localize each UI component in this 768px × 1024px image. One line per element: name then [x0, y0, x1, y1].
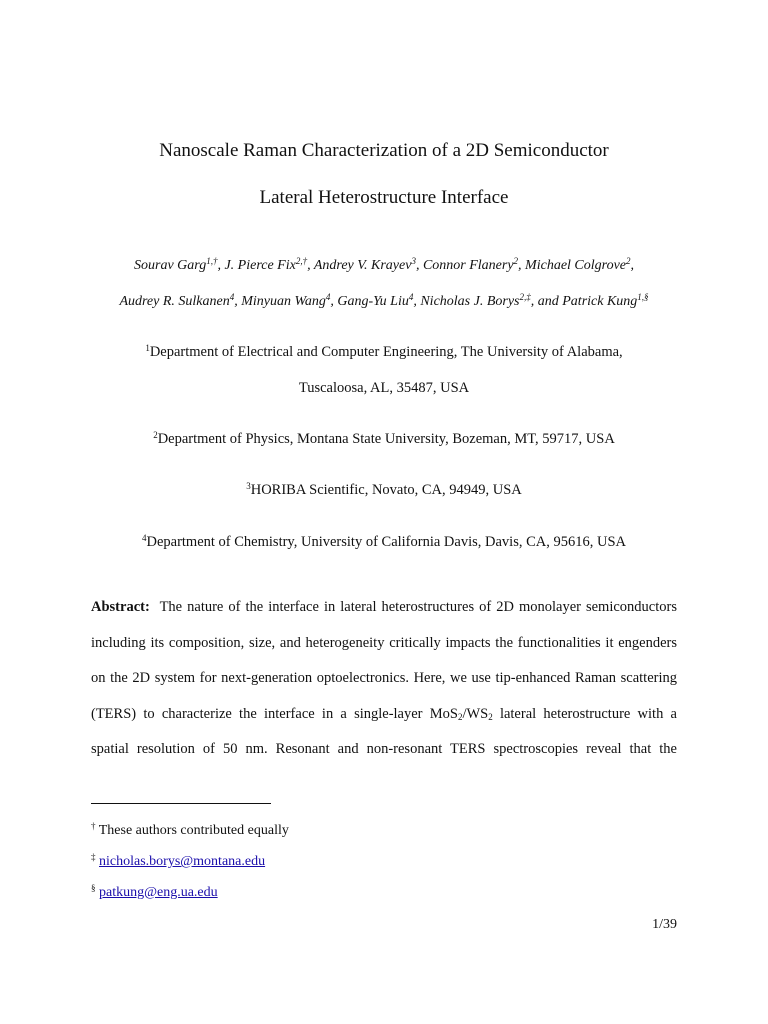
paper-title-line-1: Nanoscale Raman Characterization of a 2D Semiconductor	[159, 140, 609, 161]
email-link-borys[interactable]: nicholas.borys@montana.edu	[99, 854, 266, 869]
author-affil-sup: 3	[411, 256, 416, 266]
author-name: Sourav Garg	[134, 258, 207, 273]
subscript: 2	[488, 711, 493, 722]
affiliation-number: 4	[141, 533, 147, 543]
abstract-text: /WS	[462, 705, 489, 722]
author-list-line-1: Sourav Garg$^{1,\dagger}$, J. Pierce Fix$^{2,\dagger}$, Andrey V. Krayev$^3$, Connor Flanery$^2$, Michael Colgrove$^2$,	[134, 256, 634, 273]
affiliation-4	[0, 534, 768, 551]
author-name: Minyuan Wang	[241, 294, 326, 309]
affiliation-number: 2	[153, 430, 158, 440]
abstract-label: Abstract:	[91, 599, 150, 615]
footnote-1	[91, 823, 289, 839]
abstract-line: on the 2D system for next-generation optoelectronics. Here, we use tip-enhanced Raman scattering	[91, 670, 677, 686]
affiliation-text: Department of Chemistry, University of California Davis, Davis, CA, 95616, USA	[146, 534, 626, 550]
author-name: Audrey R. Sulkanen	[119, 294, 230, 309]
author-name: Gang-Yu Liu	[337, 294, 409, 309]
email-link-kung[interactable]: patkung@eng.ua.edu	[99, 885, 218, 900]
author-affil-sup: 2	[513, 256, 519, 266]
author-name: Andrey V. Krayev	[313, 258, 412, 273]
abstract-text: The nature of the interface in lateral heterostructures of 2D monolayer semiconductors	[159, 599, 677, 615]
author-affil-sup: 2,‡	[519, 292, 531, 302]
affiliation-text: Department of Electrical and Computer Engineering, The University of Alabama,	[149, 344, 623, 360]
author-affil-sup: 1,†	[206, 256, 218, 266]
author-name: Connor Flanery	[422, 258, 514, 273]
author-name: Nicholas J. Borys	[420, 294, 520, 309]
footnote-mark: ‡	[91, 852, 96, 862]
author-affil-sup: 2,†	[295, 256, 308, 266]
affiliation-number: 1	[145, 343, 150, 353]
paper-title-line-2: Lateral Heterostructure Interface	[259, 187, 509, 208]
affiliation-1-line-1	[0, 344, 768, 361]
author-name: Michael Colgrove	[525, 258, 626, 273]
footnote-mark: †	[91, 821, 96, 831]
author-name: J. Pierce Fix	[224, 258, 296, 273]
footnote-text: These authors contributed equally	[98, 823, 289, 838]
affiliation-number: 3	[246, 481, 251, 491]
author-name: Patrick Kung	[562, 294, 638, 309]
affiliation-text: Department of Physics, Montana State University, Bozeman, MT, 59717, USA	[157, 431, 615, 447]
affiliation-text: HORIBA Scientific, Novato, CA, 94949, USA	[250, 482, 522, 498]
author-affil-sup: 4	[229, 292, 235, 302]
subscript: 2	[457, 711, 463, 722]
abstract-line	[91, 590, 677, 626]
abstract	[91, 590, 677, 768]
author-affil-sup: 2	[626, 256, 631, 266]
author-list-line-2: Audrey R. Sulkanen$^4$, Minyuan Wang$^4$, Gang-Yu Liu$^4$, Nicholas J. Borys$^{2,\ddagger}$, and Patrick Kung$^{1,\S}$	[119, 292, 649, 309]
abstract-line	[91, 697, 677, 733]
footnote-2	[91, 854, 265, 870]
author-affil-sup: 1,§	[637, 292, 649, 302]
abstract-line: including its composition, size, and heterogeneity critically impacts the functionalities it engenders	[91, 634, 677, 651]
author-affil-sup: 4	[325, 292, 331, 302]
affiliation-3	[0, 482, 768, 499]
footnote-divider	[91, 803, 271, 804]
affiliation-2	[0, 431, 768, 448]
abstract-text: lateral heterostructure with a	[492, 705, 677, 722]
abstract-text: (TERS) to characterize the interface in a single-layer MoS	[91, 705, 458, 722]
affiliation-1-line-2: Tuscaloosa, AL, 35487, USA	[298, 380, 470, 396]
footnote-mark: §	[91, 883, 96, 893]
page-number: 1/39	[652, 917, 677, 932]
footnote-3	[91, 885, 218, 901]
abstract-line: spatial resolution of 50 nm. Resonant and non-resonant TERS spectroscopies reveal that the	[91, 741, 677, 757]
author-affil-sup: 4	[408, 292, 414, 302]
